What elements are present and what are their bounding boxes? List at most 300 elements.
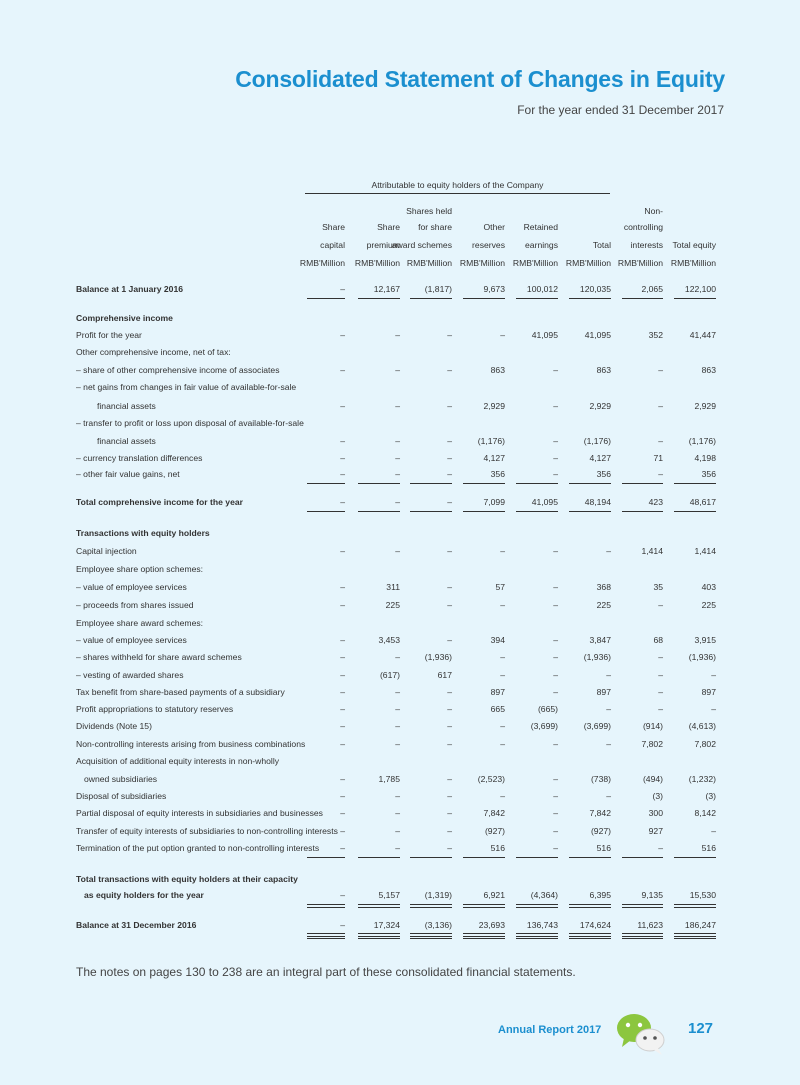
table-cell: 7,802: [641, 739, 663, 749]
table-cell: –: [500, 791, 505, 801]
table-cell: 1,785: [378, 774, 400, 784]
page-number: 127: [688, 1020, 714, 1037]
page-title: Consolidated Statement of Changes in Equity: [235, 66, 725, 92]
table-cell: 41,095: [584, 330, 611, 340]
table-cell: –: [658, 401, 663, 411]
table-cell: 136,743: [526, 920, 558, 930]
table-cell: 7,099: [483, 497, 505, 507]
table-cell: –: [553, 739, 558, 749]
row-label: Other comprehensive income, net of tax:: [76, 347, 231, 357]
table-cell: 122,100: [684, 284, 716, 294]
table-cell: (2,523): [477, 774, 505, 784]
table-cell: –: [447, 582, 452, 592]
row-double-underline: [674, 933, 716, 937]
table-cell: 863: [596, 365, 611, 375]
table-cell: (1,936): [688, 652, 716, 662]
table-cell: –: [447, 600, 452, 610]
column-header: interests: [630, 240, 663, 250]
table-cell: 3,453: [378, 635, 400, 645]
table-cell: 41,095: [531, 497, 558, 507]
row-label: – transfer to profit or loss upon disposal of available-for-sale: [76, 418, 304, 428]
row-double-underline: [358, 933, 400, 937]
table-cell: –: [658, 843, 663, 853]
table-cell: (927): [484, 826, 505, 836]
column-header: controlling: [623, 222, 663, 232]
table-cell: –: [340, 469, 345, 479]
table-cell: 2,065: [641, 284, 663, 294]
table-cell: –: [340, 546, 345, 556]
table-cell: 7,802: [694, 739, 716, 749]
table-cell: –: [340, 284, 345, 294]
row-label: Comprehensive income: [76, 313, 173, 323]
table-cell: 2,929: [483, 401, 505, 411]
table-cell: –: [553, 826, 558, 836]
table-cell: (1,176): [583, 436, 611, 446]
column-header: RMB'Million: [299, 258, 345, 268]
table-cell: –: [553, 652, 558, 662]
table-cell: 311: [386, 582, 400, 592]
table-cell: –: [395, 436, 400, 446]
table-cell: –: [340, 652, 345, 662]
column-header: RMB'Million: [617, 258, 663, 268]
row-underline: [622, 904, 663, 908]
table-cell: –: [340, 453, 345, 463]
table-cell: 8,142: [694, 808, 716, 818]
row-underline: [516, 857, 558, 858]
table-cell: 71: [653, 453, 663, 463]
table-cell: (3,136): [424, 920, 452, 930]
table-cell: (3): [705, 791, 716, 801]
table-cell: –: [658, 670, 663, 680]
table-cell: –: [447, 739, 452, 749]
table-cell: 6,395: [589, 890, 611, 900]
table-cell: –: [340, 670, 345, 680]
column-header: Retained: [523, 222, 558, 232]
column-header: RMB'Million: [565, 258, 611, 268]
row-underline: [410, 298, 452, 299]
row-underline: [622, 298, 663, 299]
row-label: – vesting of awarded shares: [76, 670, 184, 680]
row-double-underline: [516, 938, 558, 939]
table-cell: 4,198: [694, 453, 716, 463]
table-cell: –: [658, 687, 663, 697]
table-cell: 1,414: [694, 546, 716, 556]
table-cell: 48,194: [584, 497, 611, 507]
table-cell: –: [340, 635, 345, 645]
table-cell: (914): [642, 721, 663, 731]
row-underline: [569, 298, 611, 299]
table-cell: –: [447, 774, 452, 784]
row-label: – proceeds from shares issued: [76, 600, 194, 610]
table-cell: (494): [642, 774, 663, 784]
row-label: Employee share award schemes:: [76, 618, 204, 628]
table-cell: 4,127: [483, 453, 505, 463]
table-cell: 12,167: [373, 284, 400, 294]
table-cell: 665: [490, 704, 505, 714]
table-cell: (738): [590, 774, 611, 784]
column-header: Share: [322, 222, 345, 232]
table-cell: –: [340, 330, 345, 340]
table-cell: –: [395, 453, 400, 463]
row-label: – value of employee services: [76, 582, 187, 592]
footnote: The notes on pages 130 to 238 are an integral part of these consolidated financial statements.: [76, 965, 576, 979]
row-underline: [622, 511, 663, 512]
row-double-underline: [410, 933, 452, 937]
row-underline: [569, 511, 611, 512]
row-label: Partial disposal of equity interests in subsidiaries and businesses: [76, 808, 323, 818]
table-cell: –: [447, 436, 452, 446]
table-cell: –: [395, 843, 400, 853]
column-header: premium: [366, 240, 400, 250]
table-cell: –: [553, 670, 558, 680]
table-cell: (4,364): [530, 890, 558, 900]
column-header: reserves: [472, 240, 505, 250]
column-header: earnings: [525, 240, 558, 250]
table-cell: 863: [490, 365, 505, 375]
table-cell: (665): [537, 704, 558, 714]
row-label: Balance at 1 January 2016: [76, 284, 184, 294]
table-cell: –: [658, 600, 663, 610]
table-cell: –: [606, 546, 611, 556]
table-cell: 100,012: [526, 284, 558, 294]
row-underline: [516, 904, 558, 908]
row-label: Transfer of equity interests of subsidiaries to non-controlling interests: [76, 826, 338, 836]
table-cell: 186,247: [684, 920, 716, 930]
table-cell: –: [395, 808, 400, 818]
column-header: Other: [483, 222, 505, 232]
row-label: Total transactions with equity holders at their capacity: [76, 874, 298, 884]
row-double-underline: [516, 933, 558, 937]
table-cell: 356: [490, 469, 505, 479]
row-label: Non-controlling interests arising from business combinations: [76, 739, 306, 749]
table-cell: 1,414: [641, 546, 663, 556]
table-cell: (1,817): [424, 284, 452, 294]
table-cell: (3,699): [583, 721, 611, 731]
table-cell: (4,613): [688, 721, 716, 731]
table-cell: –: [447, 687, 452, 697]
table-cell: 516: [490, 843, 505, 853]
table-cell: –: [553, 808, 558, 818]
table-cell: –: [606, 791, 611, 801]
row-label: Acquisition of additional equity interests in non-wholly: [76, 756, 280, 766]
row-underline: [622, 483, 663, 484]
column-header: for share: [418, 222, 452, 232]
row-underline: [463, 483, 505, 484]
row-label: financial assets: [97, 401, 156, 411]
row-label: Employee share option schemes:: [76, 564, 204, 574]
table-cell: –: [447, 808, 452, 818]
table-cell: –: [500, 670, 505, 680]
row-underline: [569, 904, 611, 908]
column-header: award schemes: [391, 240, 452, 250]
table-cell: 6,921: [483, 890, 505, 900]
table-cell: 2,929: [694, 401, 716, 411]
table-cell: 48,617: [689, 497, 716, 507]
table-cell: –: [711, 826, 716, 836]
row-double-underline: [569, 938, 611, 939]
table-cell: –: [447, 365, 452, 375]
table-cell: 225: [596, 600, 611, 610]
row-label: – value of employee services: [76, 635, 187, 645]
row-label: – net gains from changes in fair value of available-for-sale: [76, 382, 297, 392]
table-cell: –: [395, 791, 400, 801]
table-cell: –: [447, 635, 452, 645]
table-cell: –: [395, 687, 400, 697]
row-double-underline: [622, 938, 663, 939]
table-cell: 423: [648, 497, 663, 507]
row-underline: [410, 857, 452, 858]
table-cell: 516: [701, 843, 716, 853]
table-cell: –: [658, 436, 663, 446]
row-underline: [307, 298, 345, 299]
row-label: financial assets: [97, 436, 156, 446]
table-cell: 2,929: [589, 401, 611, 411]
table-cell: –: [340, 739, 345, 749]
table-cell: 356: [596, 469, 611, 479]
row-label: – currency translation differences: [76, 453, 203, 463]
row-label: Balance at 31 December 2016: [76, 920, 197, 930]
row-underline: [674, 511, 716, 512]
row-underline: [307, 857, 345, 858]
table-cell: 35: [653, 582, 663, 592]
table-cell: 9,135: [641, 890, 663, 900]
table-cell: –: [395, 469, 400, 479]
table-cell: –: [553, 687, 558, 697]
table-cell: –: [447, 704, 452, 714]
row-label: Total comprehensive income for the year: [76, 497, 243, 507]
column-header: capital: [320, 240, 345, 250]
table-cell: 897: [490, 687, 505, 697]
row-label: owned subsidiaries: [84, 774, 158, 784]
row-underline: [358, 904, 400, 908]
row-label: as equity holders for the year: [84, 890, 204, 900]
table-cell: (3): [652, 791, 663, 801]
row-label: Profit appropriations to statutory reserves: [76, 704, 234, 714]
table-cell: 5,157: [378, 890, 400, 900]
row-underline: [674, 298, 716, 299]
table-cell: –: [447, 791, 452, 801]
table-cell: –: [340, 890, 345, 900]
row-label: – share of other comprehensive income of associates: [76, 365, 280, 375]
table-cell: –: [553, 546, 558, 556]
table-cell: –: [553, 469, 558, 479]
table-cell: –: [340, 791, 345, 801]
table-cell: 225: [701, 600, 716, 610]
row-label: Profit for the year: [76, 330, 142, 340]
table-cell: –: [553, 582, 558, 592]
column-header: Share: [377, 222, 400, 232]
row-underline: [674, 857, 716, 858]
table-cell: –: [340, 497, 345, 507]
table-cell: –: [395, 330, 400, 340]
row-label: Disposal of subsidiaries: [76, 791, 167, 801]
row-double-underline: [463, 938, 505, 939]
table-cell: –: [340, 808, 345, 818]
table-cell: 68: [653, 635, 663, 645]
table-cell: 174,624: [579, 920, 611, 930]
table-cell: –: [340, 600, 345, 610]
table-cell: –: [711, 670, 716, 680]
table-cell: 352: [648, 330, 663, 340]
table-cell: –: [447, 497, 452, 507]
table-cell: –: [340, 582, 345, 592]
row-double-underline: [622, 933, 663, 937]
row-label: Transactions with equity holders: [76, 528, 210, 538]
table-cell: –: [340, 687, 345, 697]
table-cell: –: [553, 401, 558, 411]
table-cell: 897: [701, 687, 716, 697]
table-cell: –: [500, 330, 505, 340]
table-cell: 11,623: [637, 920, 663, 930]
row-underline: [410, 511, 452, 512]
table-cell: –: [447, 401, 452, 411]
table-cell: –: [447, 546, 452, 556]
table-cell: –: [395, 652, 400, 662]
table-cell: –: [447, 721, 452, 731]
table-cell: (1,176): [688, 436, 716, 446]
row-double-underline: [410, 938, 452, 939]
table-cell: –: [553, 453, 558, 463]
table-cell: –: [500, 652, 505, 662]
table-cell: (617): [379, 670, 400, 680]
table-cell: –: [340, 774, 345, 784]
table-cell: (1,176): [477, 436, 505, 446]
table-cell: –: [711, 704, 716, 714]
row-underline: [674, 483, 716, 484]
row-underline: [358, 483, 400, 484]
table-cell: –: [500, 546, 505, 556]
table-cell: –: [395, 401, 400, 411]
row-underline: [358, 857, 400, 858]
table-cell: –: [340, 920, 345, 930]
row-underline: [674, 904, 716, 908]
table-cell: –: [395, 497, 400, 507]
table-cell: –: [553, 436, 558, 446]
column-header: RMB'Million: [354, 258, 400, 268]
row-double-underline: [307, 933, 345, 937]
table-cell: 3,847: [589, 635, 611, 645]
table-cell: –: [395, 365, 400, 375]
column-header: Total equity: [672, 240, 716, 250]
table-cell: 23,693: [478, 920, 505, 930]
table-cell: –: [658, 652, 663, 662]
table-cell: 897: [596, 687, 611, 697]
row-label: Tax benefit from share-based payments of a subsidiary: [76, 687, 285, 697]
table-cell: 225: [385, 600, 400, 610]
row-underline: [307, 511, 345, 512]
row-underline: [307, 904, 345, 908]
table-cell: –: [340, 436, 345, 446]
table-cell: 516: [596, 843, 611, 853]
table-cell: –: [340, 826, 345, 836]
table-cell: –: [553, 600, 558, 610]
table-cell: –: [658, 469, 663, 479]
row-underline: [463, 298, 505, 299]
row-double-underline: [463, 933, 505, 937]
table-cell: 368: [596, 582, 611, 592]
table-cell: –: [340, 843, 345, 853]
table-cell: –: [340, 401, 345, 411]
table-cell: –: [395, 704, 400, 714]
row-label: Capital injection: [76, 546, 137, 556]
table-cell: –: [340, 365, 345, 375]
table-cell: –: [553, 365, 558, 375]
table-cell: 863: [701, 365, 716, 375]
table-cell: 41,447: [689, 330, 716, 340]
wechat-logo-icon: [614, 1010, 670, 1056]
report-title: Annual Report 2017: [498, 1024, 602, 1036]
row-label: Dividends (Note 15): [76, 721, 152, 731]
table-cell: –: [447, 469, 452, 479]
row-underline: [463, 904, 505, 908]
row-underline: [307, 483, 345, 484]
table-cell: –: [395, 721, 400, 731]
row-underline: [410, 904, 452, 908]
table-cell: (1,232): [688, 774, 716, 784]
table-cell: 41,095: [531, 330, 558, 340]
table-cell: 120,035: [579, 284, 611, 294]
table-cell: 9,673: [483, 284, 505, 294]
row-underline: [569, 857, 611, 858]
table-cell: –: [500, 600, 505, 610]
page-subtitle: For the year ended 31 December 2017: [517, 103, 724, 117]
table-cell: 7,842: [483, 808, 505, 818]
row-underline: [516, 511, 558, 512]
column-header: Non-: [644, 206, 663, 216]
table-cell: (3,699): [530, 721, 558, 731]
column-header: RMB'Million: [459, 258, 505, 268]
column-header: RMB'Million: [406, 258, 452, 268]
table-cell: –: [658, 704, 663, 714]
table-cell: –: [447, 843, 452, 853]
table-cell: –: [553, 843, 558, 853]
table-cell: 17,324: [373, 920, 400, 930]
column-header: Total: [592, 240, 611, 250]
row-underline: [358, 298, 400, 299]
row-label: – shares withheld for share award schemes: [76, 652, 242, 662]
table-cell: 394: [490, 635, 505, 645]
table-cell: –: [395, 739, 400, 749]
table-cell: –: [395, 546, 400, 556]
table-cell: –: [606, 704, 611, 714]
table-cell: 300: [648, 808, 663, 818]
table-cell: –: [500, 721, 505, 731]
column-header: RMB'Million: [670, 258, 716, 268]
table-cell: (1,319): [424, 890, 452, 900]
column-header: RMB'Million: [512, 258, 558, 268]
column-header: Shares held: [406, 206, 452, 216]
row-underline: [358, 511, 400, 512]
table-cell: 15,530: [689, 890, 716, 900]
row-double-underline: [358, 938, 400, 939]
attributable-header: Attributable to equity holders of the Company: [371, 180, 544, 190]
table-cell: (927): [590, 826, 611, 836]
table-cell: –: [658, 365, 663, 375]
table-cell: 4,127: [589, 453, 611, 463]
row-underline: [463, 857, 505, 858]
table-cell: –: [395, 826, 400, 836]
table-cell: –: [447, 330, 452, 340]
row-underline: [622, 857, 663, 858]
table-cell: –: [340, 721, 345, 731]
table-cell: 403: [701, 582, 716, 592]
table-cell: (1,936): [583, 652, 611, 662]
row-label: – other fair value gains, net: [76, 469, 180, 479]
table-cell: –: [340, 704, 345, 714]
row-underline: [463, 511, 505, 512]
table-cell: –: [447, 453, 452, 463]
row-underline: [569, 483, 611, 484]
